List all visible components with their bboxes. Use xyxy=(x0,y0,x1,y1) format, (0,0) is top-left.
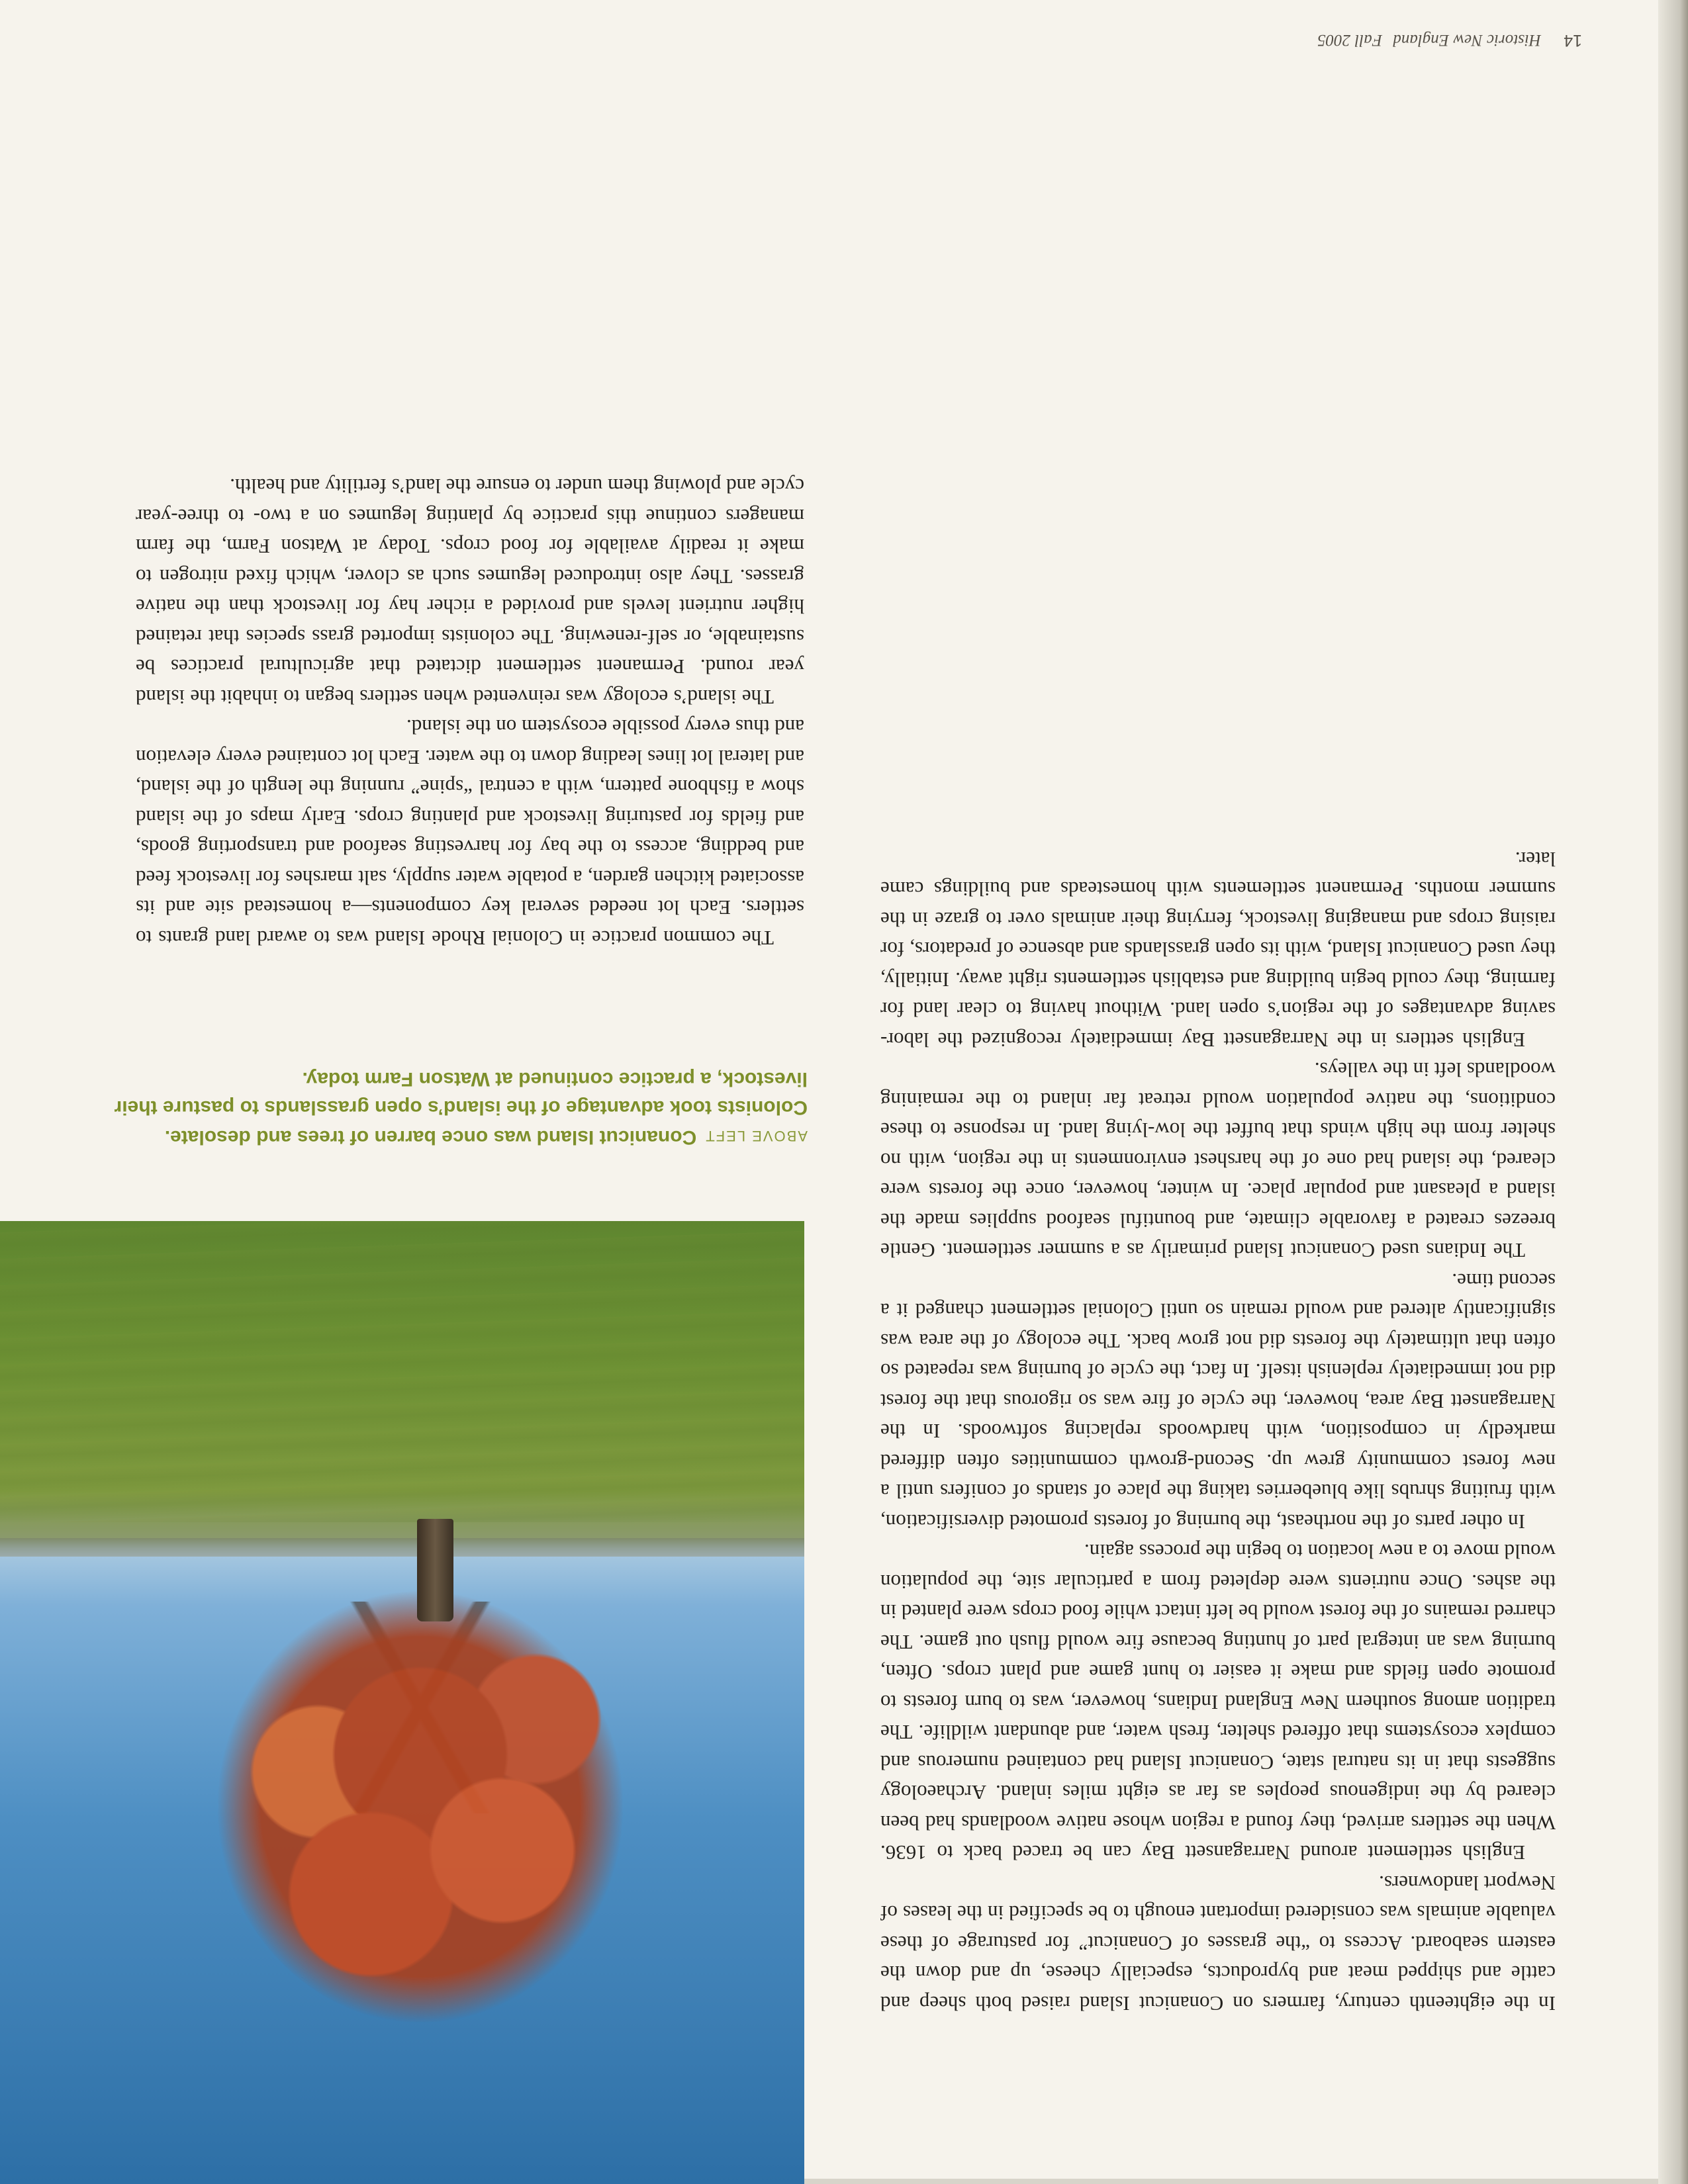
distant-hills xyxy=(0,1538,804,1557)
paragraph: The Indians used Conanicut Island primarily as a summer settlement. Gentle breezes created a favorable climate, and bountiful seafood supplies made the island a pleasant and popular place. In winter, however, once the forests were cleared, the island had one of the harshest environments in the region, with no shelter from the high winds that buffet the low-lying land. In response to these conditions, the native population would retreat far inland to the remaining woodlands left in the valleys. xyxy=(880,1058,1556,1263)
paragraph: In the eighteenth century, farmers on Conanicut Island raised both sheep and cattle and shipped meat and byproducts, especially cheese, up and down the eastern seaboard. Access to “the grasses of Conanicut” for pasturage of these valuable animals was considered important enough to be specified in the leases of Newport landowners. xyxy=(880,1872,1556,2015)
page-binding-edge xyxy=(1658,0,1688,2184)
tree-trunk xyxy=(417,1519,453,1621)
paragraph: In other parts of the northeast, the burning of forests promoted diversification, with fruiting shrubs like blueberries taking the place of stands of conifers until a new forest community grew up. Second-growth communities often differed markedly in composition, with hardwoods replacing softwoods. In the Narragansett Bay area, however, the cycle of fire was so rigorous that the forest did not immediately replenish itself. In fact, the cycle of burning was repeated so often that ultimately the forests did not grow back. The ecology of the area was significantly altered and would remain so until Colonial settlement changed it a second time. xyxy=(880,1269,1556,1533)
publication-title: Historic New England xyxy=(1393,31,1541,49)
article-column-right xyxy=(136,471,804,953)
article-column-left xyxy=(880,844,1556,2019)
photo-caption xyxy=(79,1065,808,1152)
page-number: 14 xyxy=(1564,31,1582,50)
issue-season: Fall 2005 xyxy=(1317,31,1383,49)
paragraph: The common practice in Colonial Rhode Island was to award land grants to settlers. Each lot needed several key components—a homestead site and its associated kitchen garden, a potable water supply, salt marshes for livestock feed and bedding, access to the bay for harvesting seafood and transporting goods, and fields for pasturing livestock and planting crops. Early maps of the island show a fishbone pattern, with a central “spine” running the length of the island, and lateral lot lines leading down to the water. Each lot contained every elevation and thus every possible ecosystem on the island. xyxy=(136,715,804,950)
maple-crown xyxy=(215,1588,626,2025)
paragraph: English settlers in the Narragansett Bay immediately recognized the labor-saving advantages of the region’s open land. Without having to clear land for farming, they could begin building and establish settlements right away. Initially, they used Conanicut Island, with its open grasslands and absence of predators, for raising crops and managing livestock, ferrying their animals over to graze in the summer months. Permanent settlements with homesteads and buildings came later. xyxy=(880,848,1556,1052)
folio-line xyxy=(986,23,1582,50)
caption-text: Conanicut Island was once barren of trees and desolate. Colonists took advantage of the island’s open grasslands to pasture their livestock, a practice continued at Watson Farm today. xyxy=(114,1068,808,1148)
caption-tag: ABOVE LEFT xyxy=(704,1128,808,1144)
pasture-field xyxy=(0,1221,804,1522)
paragraph: The island’s ecology was reinvented when settlers began to inhabit the island year round. Permanent settlement dictated that agricultural practices be sustainable, or self-renewing. The colonists imported grass species that retained higher nutrient levels and provided a richer hay for livestock than the native grasses. They also introduced legumes such as clover, which fixed nitrogen to make it readily available for food crops. Today at Watson Farm, the farm managers continue this practice by planting legumes on a two- to three-year cycle and plowing them under to ensure the land’s fertility and health. xyxy=(136,475,804,709)
paragraph: English settlement around Narragansett Bay can be traced back to 1636. When the settlers arrived, they found a region whose native woodlands had been cleared by the indigenous peoples as far as eight miles inland. Archaeology suggests that in its natural state, Conanicut Island had contained numerous and complex ecosystems that offered shelter, fresh water, and abundant wildlife. The tradition among southern New England Indians, however, was to burn forests to promote open fields and make it easier to hunt game and plant crops. Often, burning was an integral part of hunting because fire would flush out game. The charred remains of the forest would be left intact while food crops were planted in the ashes. Once nutrients were depleted from a particular site, the population would move to a new location to begin the process again. xyxy=(880,1540,1556,1865)
maple-tree-pasture-photo xyxy=(0,1221,804,2184)
